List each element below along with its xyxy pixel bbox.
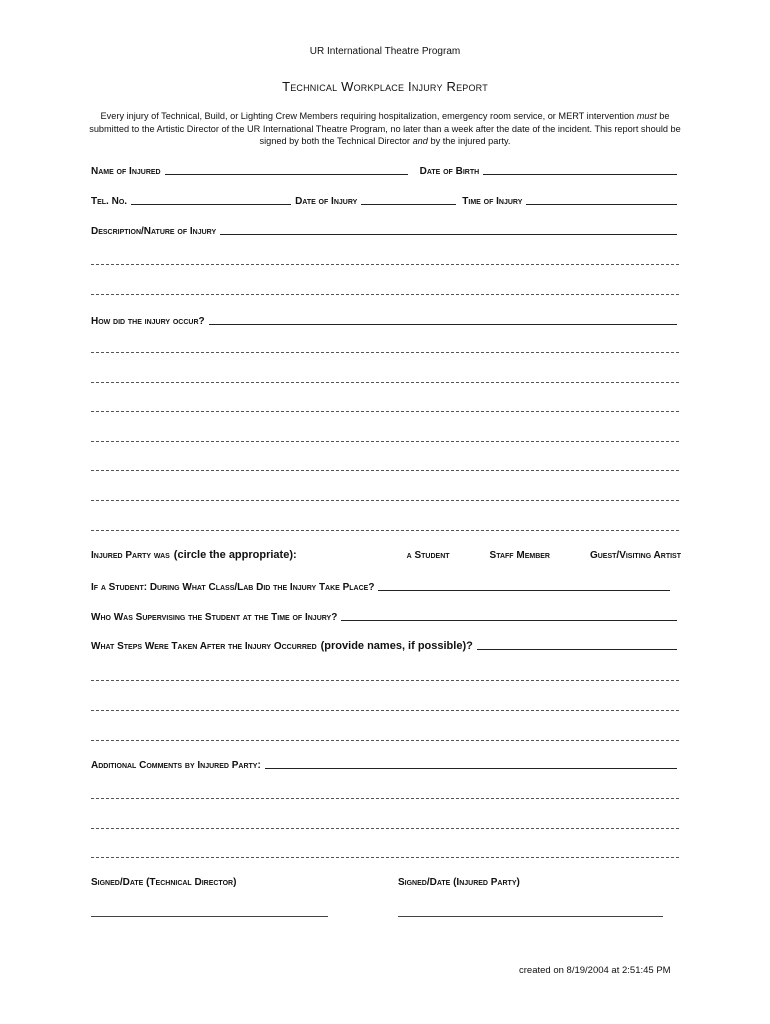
- comments-line-3[interactable]: [91, 857, 679, 858]
- injured-party-label: Injured Party was: [91, 550, 170, 561]
- name-label: Name of Injured: [91, 166, 161, 177]
- how-line-1[interactable]: [91, 352, 679, 353]
- how-row: [91, 313, 681, 327]
- instructions-paragraph: [85, 110, 685, 148]
- comments-row: [91, 757, 681, 771]
- steps-line-1[interactable]: [91, 680, 679, 681]
- supervising-label: Who Was Supervising the Student at the Time of Injury?: [91, 612, 338, 623]
- tel-label: Tel. No.: [91, 196, 128, 207]
- form-title: Technical Workplace Injury Report: [282, 79, 488, 94]
- supervising-field[interactable]: [341, 619, 677, 621]
- description-label: Description/Nature of Injury: [91, 226, 217, 237]
- tel-date-time-row: [91, 193, 681, 207]
- name-dob-row: [91, 163, 681, 177]
- supervising-row: [91, 609, 681, 623]
- comments-label: Additional Comments by Injured Party:: [91, 760, 261, 771]
- steps-line-3[interactable]: [91, 740, 679, 741]
- steps-row: [91, 638, 681, 652]
- steps-line-2[interactable]: [91, 710, 679, 711]
- how-label: How did the injury occur?: [91, 316, 205, 327]
- class-lab-row: [91, 579, 674, 593]
- injured-party-note: (circle the appropriate):: [173, 549, 297, 561]
- how-line-2[interactable]: [91, 382, 679, 383]
- dob-label: Date of Birth: [419, 166, 480, 177]
- steps-label: What Steps Were Taken After the Injury Occurred: [91, 641, 317, 652]
- option-student[interactable]: a Student: [406, 550, 450, 561]
- party-signature-label: Signed/Date (Injured Party): [398, 877, 520, 888]
- comments-line-1[interactable]: [91, 798, 679, 799]
- td-signature-label: Signed/Date (Technical Director): [91, 877, 237, 888]
- dob-field[interactable]: [483, 173, 677, 175]
- description-row: [91, 223, 681, 237]
- description-line-2[interactable]: [91, 294, 679, 295]
- party-signature-line[interactable]: [398, 916, 663, 917]
- class-lab-label: If a Student: During What Class/Lab Did the Injury Take Place?: [91, 582, 375, 593]
- program-header: UR International Theatre Program: [309, 46, 461, 57]
- instructions-part2: be submitted to the Artistic Director of the UR International Theatre Program, no later than a week after the date of the incident. This report should be signed by both the Technical Director: [89, 111, 681, 147]
- td-signature-line[interactable]: [91, 916, 328, 917]
- how-field[interactable]: [209, 323, 677, 325]
- how-line-5[interactable]: [91, 470, 679, 471]
- comments-line-2[interactable]: [91, 828, 679, 829]
- toi-field[interactable]: [526, 203, 677, 205]
- option-guest-visiting-artist[interactable]: Guest/Visiting Artist: [589, 550, 681, 561]
- instructions-and: and: [412, 136, 428, 147]
- name-field[interactable]: [165, 173, 408, 175]
- doi-field[interactable]: [361, 203, 456, 205]
- comments-field[interactable]: [265, 767, 677, 769]
- instructions-part1: Every injury of Technical, Build, or Lighting Crew Members requiring hospitalization, emergency room service, or MERT intervention: [100, 111, 635, 121]
- instructions-part3: by the injured party.: [430, 136, 511, 147]
- doi-label: Date of Injury: [295, 196, 358, 207]
- how-line-3[interactable]: [91, 411, 679, 412]
- toi-label: Time of Injury: [462, 196, 523, 207]
- steps-field[interactable]: [477, 648, 677, 650]
- description-field[interactable]: [220, 233, 677, 235]
- how-line-7[interactable]: [91, 530, 679, 531]
- created-timestamp: created on 8/19/2004 at 2:51:45 PM: [519, 965, 671, 976]
- description-line-1[interactable]: [91, 264, 679, 265]
- option-staff-member[interactable]: Staff Member: [489, 550, 550, 561]
- class-lab-field[interactable]: [378, 589, 670, 591]
- instructions-must: must: [636, 111, 657, 121]
- how-line-4[interactable]: [91, 441, 679, 442]
- steps-note: (provide names, if possible)?: [320, 640, 473, 652]
- tel-field[interactable]: [131, 203, 291, 205]
- how-line-6[interactable]: [91, 500, 679, 501]
- injured-party-row: [91, 549, 681, 561]
